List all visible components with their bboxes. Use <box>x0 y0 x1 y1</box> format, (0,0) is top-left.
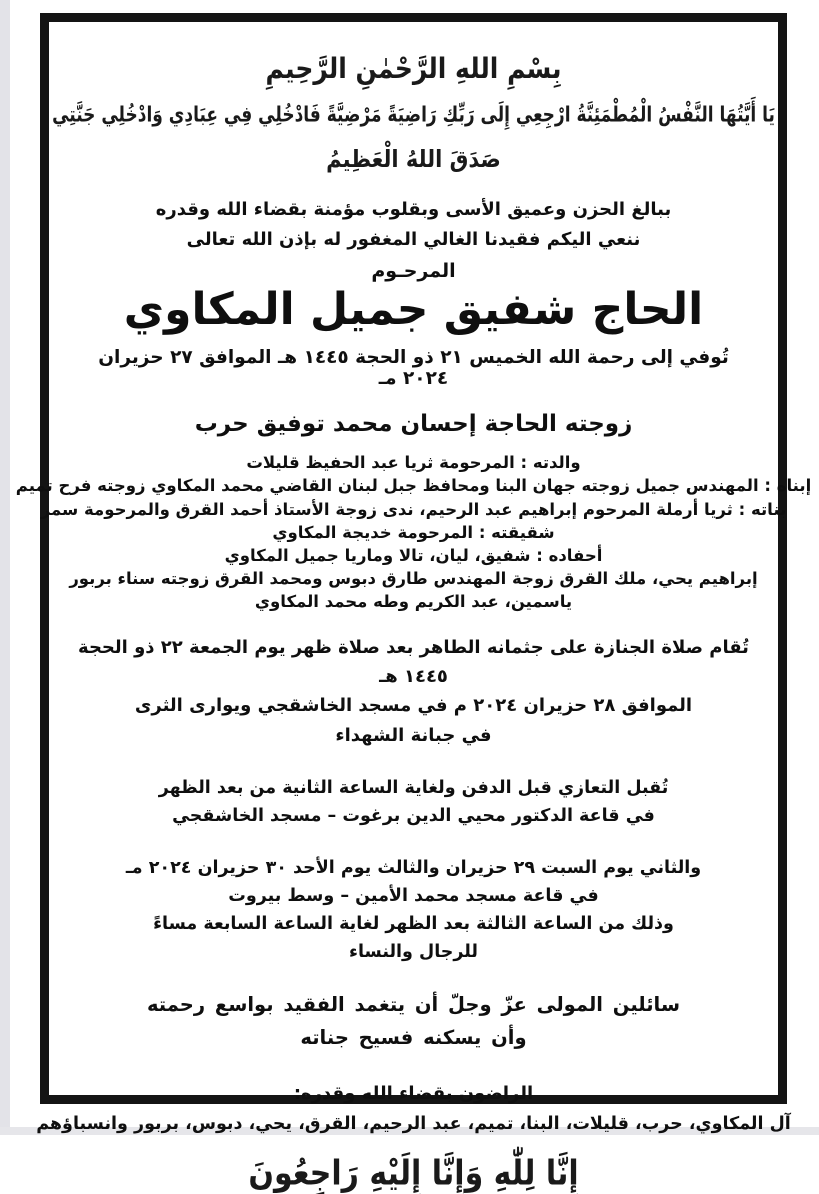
death-date-line: تُوفي إلى رحمة الله الخميس ٢١ ذو الحجة ١٤٤٥ هـ الموافق ٢٧ حزيران ٢٠٢٤ مـ <box>98 347 729 390</box>
mourners-block <box>36 1078 791 1140</box>
grandchildren-line-3: ياسمين، عبد الكريم وطه محمد المكاوي <box>254 591 573 611</box>
prayer-line-1: سائلين المولى عزّ وجلّ أن يتغمد الفقيد بواسع رحمته <box>146 992 681 1016</box>
mother-line: والدته : المرحومة ثريا عبد الحفيظ قليلات <box>246 453 581 473</box>
sons-line: إبناه : المهندس جميل زوجته جهان البنا ومحافظ جبل لبنان القاضي محمد المكاوي زوجته فرح تميم <box>15 476 812 496</box>
sadaqa-allah-calligraphy: صَدَقَ اللهُ الْعَظِيمُ <box>326 145 501 173</box>
daughters-line: بناته : ثريا أرملة المرحوم إبراهيم عبد الرحيم، ندى زوجة الأستاذ أحمد القرق والمرحومة سمر <box>40 499 787 519</box>
announcement-line-2: ننعي اليكم فقيدنا الغالي المغفور له بإذن الله تعالى <box>186 228 641 250</box>
condolences-days-2-3-block <box>126 854 701 966</box>
condolences-days23-line-4: للرجال والنساء <box>349 941 478 962</box>
announcement-line-1: ببالغ الحزن وعميق الأسى وبقلوب مؤمنة بقضاء الله وقدره <box>155 199 672 220</box>
condolences-days23-line-1: والثاني يوم السبت ٢٩ حزيران والثالث يوم الأحد ٣٠ حزيران ٢٠٢٤ مـ <box>125 857 702 878</box>
bismillah-calligraphy: بِسْمِ اللهِ الرَّحْمٰنِ الرَّحِيمِ <box>265 52 562 85</box>
scan-edge-left <box>0 0 10 1135</box>
funeral-line-2: الموافق ٢٨ حزيران ٢٠٢٤ م في مسجد الخاشقجي ويوارى الثرى <box>134 695 693 717</box>
marhoum-title: المرحـوم <box>371 260 456 283</box>
funeral-line-3: في جبانة الشهداء <box>335 724 492 746</box>
sister-line: شقيقته : المرحومة خديجة المكاوي <box>272 522 555 542</box>
mourners-families-line: آل المكاوي، حرب، قليلات، البنا، تميم، عبد الرحيم، القرق، يحي، دبوس، بربور وانسباؤهم <box>36 1114 791 1135</box>
obituary-content <box>15 22 812 1194</box>
deceased-name: الحاج شفيق جميل المكاوي <box>123 284 704 336</box>
funeral-prayer-block <box>73 633 754 750</box>
closing-calligraphy: إِنَّا لِلّٰهِ وَإِنَّا إِلَيْهِ رَاجِعُونَ <box>248 1153 579 1194</box>
obituary-frame <box>15 13 812 1194</box>
prayer-block <box>147 988 680 1054</box>
mourners-header: الراضون بقضاء الله وقدره: <box>293 1082 534 1104</box>
grandchildren-line-1: أحفاده : شفيق، ليان، تالا وماريا جميل المكاوي <box>224 545 603 565</box>
condolences-day1-block <box>159 774 669 830</box>
condolences-days23-line-2: في قاعة مسجد محمد الأمين – وسط بيروت <box>228 885 599 906</box>
grandchildren-line-2: إبراهيم يحي، ملك القرق زوجة المهندس طارق دبوس ومحمد القرق زوجته سناء بربور <box>69 568 758 588</box>
prayer-line-2: وأن يسكنه فسيح جناته <box>300 1025 527 1049</box>
condolences-days23-line-3: وذلك من الساعة الثالثة بعد الظهر لغاية الساعة السابعة مساءً <box>153 913 674 934</box>
condolences-day1-line-2: في قاعة الدكتور محيي الدين برغوت – مسجد الخاشقجي <box>172 805 655 826</box>
funeral-line-1: تُقام صلاة الجنازة على جثمانه الطاهر بعد صلاة ظهر يوم الجمعة ٢٢ ذو الحجة ١٤٤٥ هـ <box>78 637 749 688</box>
announcement-block <box>73 195 754 389</box>
condolences-day1-line-1: تُقبل التعازي قبل الدفن ولغاية الساعة الثانية من بعد الظهر <box>158 777 669 798</box>
family-details-block <box>16 451 811 613</box>
wife-line: زوجته الحاجة إحسان محمد توفيق حرب <box>194 411 633 438</box>
quran-verse-calligraphy: يَا أَيَّتُهَا النَّفْسُ الْمُطْمَئِنَّةُ ارْجِعِي إِلَى رَبِّكِ رَاضِيَةً مَرْضِيَّةً فَادْخُلِي فِي عِبَادِي وَادْخُلِي جَنَّتِي <box>52 102 775 128</box>
